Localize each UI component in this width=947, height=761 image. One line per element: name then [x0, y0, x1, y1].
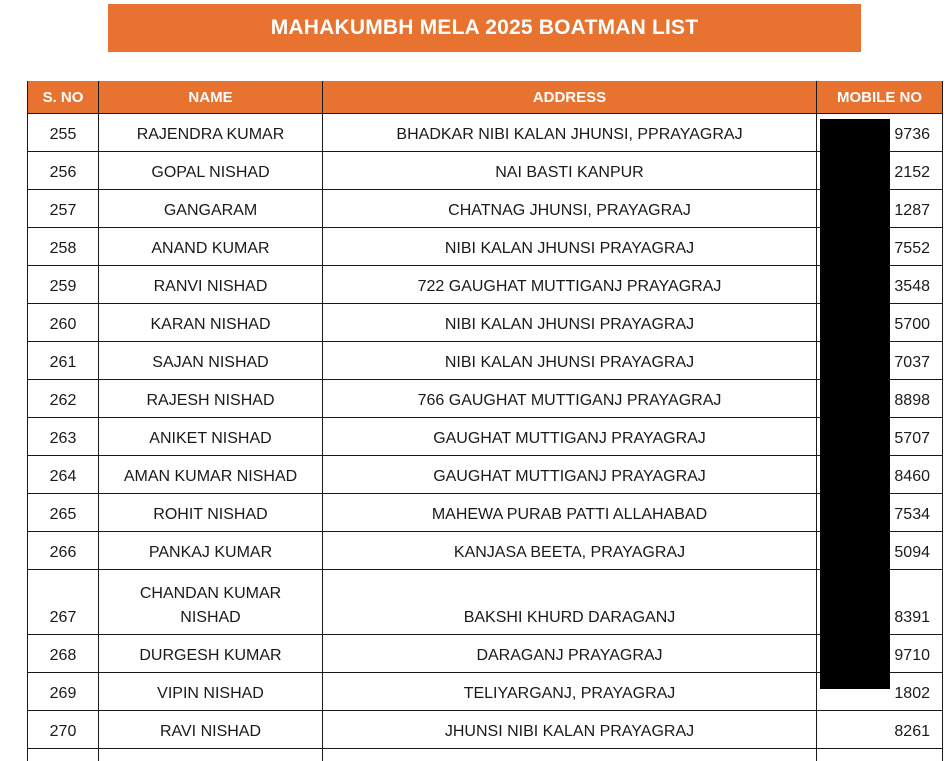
sno-cell: 265: [28, 494, 99, 532]
table-row: [28, 266, 943, 304]
sno-cell: 266: [28, 532, 99, 570]
sno-cell: 255: [28, 114, 99, 152]
sno-cell: 268: [28, 635, 99, 673]
address-cell: NAI BASTI KANPUR: [323, 152, 817, 190]
mobile-cell: 7534: [817, 494, 943, 532]
name-cell: DURGESH KUMAR: [99, 635, 323, 673]
table-row: [28, 190, 943, 228]
name-cell: PANKAJ KUMAR: [99, 532, 323, 570]
mobile-cell: 2152: [817, 152, 943, 190]
table-row: [28, 635, 943, 673]
redaction-bar: [820, 119, 890, 689]
mobile-cell: 8261: [817, 711, 943, 749]
sno-cell: 267: [28, 570, 99, 635]
name-cell: KARAN NISHAD: [99, 304, 323, 342]
name-cell: GANGARAM: [99, 190, 323, 228]
address-cell: NIBI KALAN JHUNSI PRAYAGRAJ: [323, 228, 817, 266]
mobile-cell: 7552: [817, 228, 943, 266]
address-cell: MAHEWA PURAB PATTI ALLAHABAD: [323, 494, 817, 532]
address-cell: DARAGANJ PRAYAGRAJ: [323, 635, 817, 673]
address-cell: GAUGHAT MUTTIGANJ PRAYAGRAJ: [323, 418, 817, 456]
sno-cell: 257: [28, 190, 99, 228]
name-cell: GOPAL NISHAD: [99, 152, 323, 190]
address-cell: GAUGHAT MUTTIGANJ PRAYAGRAJ: [323, 456, 817, 494]
mobile-cell: 9710: [817, 635, 943, 673]
sno-cell: 258: [28, 228, 99, 266]
name-cell: CHANDAN KUMAR NISHAD: [99, 570, 323, 635]
empty-cell: [99, 749, 323, 761]
table-row: [28, 532, 943, 570]
mobile-cell: 3548: [817, 266, 943, 304]
boatman-table-container: [27, 81, 942, 761]
mobile-cell: 1287: [817, 190, 943, 228]
sno-cell: 269: [28, 673, 99, 711]
address-cell: 766 GAUGHAT MUTTIGANJ PRAYAGRAJ: [323, 380, 817, 418]
sno-cell: 264: [28, 456, 99, 494]
address-cell: NIBI KALAN JHUNSI PRAYAGRAJ: [323, 304, 817, 342]
mobile-cell: 5700: [817, 304, 943, 342]
mobile-cell: 5707: [817, 418, 943, 456]
name-cell: RAVI NISHAD: [99, 711, 323, 749]
table-row: [28, 711, 943, 749]
header-name: NAME: [99, 81, 323, 114]
sno-cell: 260: [28, 304, 99, 342]
table-row: [28, 418, 943, 456]
name-cell: SAJAN NISHAD: [99, 342, 323, 380]
table-row: [28, 228, 943, 266]
name-cell: AMAN KUMAR NISHAD: [99, 456, 323, 494]
empty-cell: [323, 749, 817, 761]
name-cell: RAJESH NISHAD: [99, 380, 323, 418]
table-row: [28, 456, 943, 494]
table-row: [28, 114, 943, 152]
name-cell: ANAND KUMAR: [99, 228, 323, 266]
name-cell: RANVI NISHAD: [99, 266, 323, 304]
address-cell: NIBI KALAN JHUNSI PRAYAGRAJ: [323, 342, 817, 380]
sno-cell: 262: [28, 380, 99, 418]
table-row: [28, 494, 943, 532]
mobile-cell: 8898: [817, 380, 943, 418]
name-cell: ANIKET NISHAD: [99, 418, 323, 456]
page-title: MAHAKUMBH MELA 2025 BOATMAN LIST: [271, 16, 699, 40]
header-mobile: MOBILE NO: [817, 81, 943, 114]
address-cell: KANJASA BEETA, PRAYAGRAJ: [323, 532, 817, 570]
mobile-cell: 5094: [817, 532, 943, 570]
table-row-partial: [28, 749, 943, 761]
table-row: [28, 570, 943, 635]
title-banner: [108, 4, 861, 52]
mobile-cell: 7037: [817, 342, 943, 380]
address-cell: BHADKAR NIBI KALAN JHUNSI, PPRAYAGRAJ: [323, 114, 817, 152]
table-row: [28, 304, 943, 342]
header-sno: S. NO: [28, 81, 99, 114]
mobile-cell: 9736: [817, 114, 943, 152]
name-cell: RAJENDRA KUMAR: [99, 114, 323, 152]
table-row: [28, 152, 943, 190]
table-row: [28, 342, 943, 380]
sno-cell: 263: [28, 418, 99, 456]
empty-cell: [817, 749, 943, 761]
table-row: [28, 380, 943, 418]
mobile-cell: 8460: [817, 456, 943, 494]
name-cell: VIPIN NISHAD: [99, 673, 323, 711]
address-cell: JHUNSI NIBI KALAN PRAYAGRAJ: [323, 711, 817, 749]
table-row: [28, 673, 943, 711]
table-header-row: [28, 81, 943, 114]
sno-cell: 256: [28, 152, 99, 190]
sno-cell: 270: [28, 711, 99, 749]
address-cell: CHATNAG JHUNSI, PRAYAGRAJ: [323, 190, 817, 228]
mobile-cell: 1802: [817, 673, 943, 711]
name-cell: ROHIT NISHAD: [99, 494, 323, 532]
sno-cell: 259: [28, 266, 99, 304]
boatman-table: [27, 81, 943, 761]
empty-cell: [28, 749, 99, 761]
mobile-cell: 8391: [817, 570, 943, 635]
address-cell: 722 GAUGHAT MUTTIGANJ PRAYAGRAJ: [323, 266, 817, 304]
header-address: ADDRESS: [323, 81, 817, 114]
sno-cell: 261: [28, 342, 99, 380]
address-cell: TELIYARGANJ, PRAYAGRAJ: [323, 673, 817, 711]
address-cell: BAKSHI KHURD DARAGANJ: [323, 570, 817, 635]
